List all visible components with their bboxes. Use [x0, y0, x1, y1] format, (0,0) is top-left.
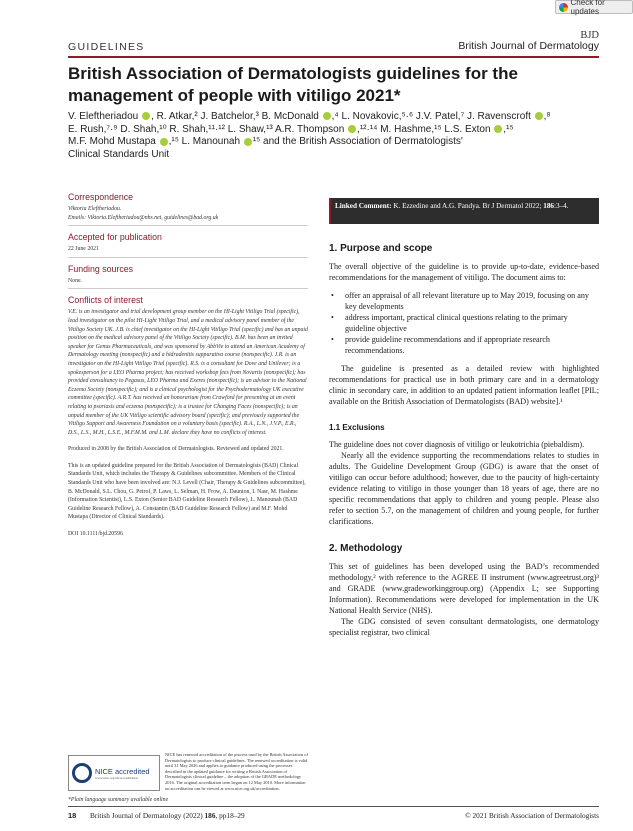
- section-1-1-heading: 1.1 Exclusions: [329, 423, 385, 432]
- author-list: [68, 111, 598, 161]
- section-1-heading: 1. Purpose and scope: [329, 243, 433, 254]
- section-1-1-paragraph: Nearly all the evidence supporting the recommendations relates to studies in adults. The Guideline Development Group (GDG) is aware that the onset of vitiligo can occur before adulthood; however, due to the paucity of high-certainty evidence relating to vitiligo in those younger than 18 years of age, there are no specific recommendations that apply to children and young people. Please also refer to section 5.7, on the management of children and young people, for further clarifications.: [329, 451, 599, 526]
- section-1-1-paragraph: The guideline does not cover diagnosis of vitiligo or leukotrichia (piebaldism).: [329, 440, 585, 449]
- list-item: • address important, practical clinical questions relating to the primary guideline objective: [329, 312, 599, 334]
- correspondence-name: Viktoria Eleftheriadou.: [68, 206, 122, 212]
- produced-text: Produced in 2008 by the British Association of Dermatologists. Reviewed and updated 2021.: [68, 446, 284, 453]
- author-text: E. Rush,⁷·⁹ D. Shah,¹⁰ R. Shah,¹¹·¹² L. Shaw,¹³ A.R. Thompson: [68, 123, 348, 135]
- footer-copyright: © 2021 British Association of Dermatologists: [465, 811, 599, 820]
- footer-citation: [90, 811, 245, 820]
- author-text: V. Eleftheriadou: [68, 111, 142, 122]
- divider: [68, 225, 308, 226]
- correspondence-heading: Correspondence: [68, 192, 134, 202]
- nice-url: www.nice.org.uk/accreditation: [95, 775, 138, 780]
- footer-journal-name: British Journal of Dermatology (2022): [90, 811, 205, 820]
- nice-logo-icon: [72, 763, 92, 783]
- main-text-column: [329, 243, 599, 638]
- funding-heading: Funding sources: [68, 263, 134, 274]
- author-text: Clinical Standards Unit: [68, 148, 170, 160]
- csu-text: This is an updated guideline prepared for the British Association of Dermatologists (BAD) Clinical Standards Unit, which includes the Therapy & Guidelines subcommittee. Members of the Clinical Standards Unit who have been involved are: N.J. Levell (Chair, Therapy & Guidelines subcommittee), B. McDonald, S.L. Chou, G. Petrof, P. Laws, L. Selman, H. Frow, A. Daunton, I. Nasr, M. Hashme (Information Scientist), L.S. Exton (Senior BAD Guideline Research Fellow), L. Manounah (BAD Guideline Research Fellow), A. Constantin (BAD Guideline Research Fellow) and M.F. Mohd Mustapa (Director of Clinical Standards).: [68, 462, 306, 521]
- footer-volume: 186: [204, 811, 216, 820]
- orcid-icon[interactable]: [348, 125, 356, 133]
- linked-comment-text: K. Ezzedine and A.G. Pandya. Br J Dermatol 2022;: [391, 202, 544, 210]
- author-text: ,¹⁵ L. Manounah: [168, 136, 243, 148]
- doi-text[interactable]: DOI 10.1111/bjd.20596: [68, 531, 123, 538]
- accepted-heading: Accepted for publication: [68, 232, 162, 243]
- author-text: ¹⁵ and the British Association of Dermatologists': [252, 136, 463, 148]
- funding-text: None.: [68, 277, 83, 284]
- orcid-icon[interactable]: [244, 138, 252, 146]
- journal-name: British Journal of Dermatology: [458, 40, 599, 52]
- author-text: ,¹⁵: [503, 123, 514, 135]
- accepted-date: 22 June 2021: [68, 246, 99, 253]
- divider: [68, 257, 308, 258]
- author-text: ,⁴ L. Novakovic,⁵·⁶ J.V. Patel,⁷ J. Ravenscroft: [331, 111, 534, 122]
- linked-comment-pages: :3–4.: [554, 202, 569, 210]
- linked-comment-label: Linked Comment:: [335, 202, 392, 210]
- section-2-heading: 2. Methodology: [329, 543, 403, 554]
- footer-pages: , pp18–29: [215, 811, 245, 820]
- journal-abbrev: BJD: [580, 30, 599, 41]
- author-text: ,¹²·¹⁴ M. Hashme,¹⁵ L.S. Exton: [357, 123, 494, 135]
- correspondence-email[interactable]: Emails: Viktoria.Eleftheriadou@nhs.net, guidelines@bad.org.uk: [68, 214, 219, 221]
- plain-language-note: *Plain language summary available online: [68, 797, 169, 803]
- conflicts-text: V.E. is an investigator and trial development group member on the HI-Light Vitiligo Trial (specific), lead investigator on the pilot HI-Light Vitiligo Trial, and a medical advisory panel member of the Vitiligo Society UK. J.B. is chief investigator on the HI-Light Vitiligo Trial (specific) and has an unpaid position on the medical advisory panel of the Vitiligo Society (specific). B.M. has been an invited speaker for Genus Pharmaceuticals, and was sponsored by AbbVie to attend an American Academy of Dermatology meeting (nonspecific) and a hidradenitis suppurativa course (nonspecific). J.R. is an investigator on the HI-Light Vitiligo Trial (specific). R.S. is a consultant for Dove and Unilever; is a spokesperson for a LEO Pharma project; has received workshop fees from Novartis (nonspecific); has provided consultancy to Pegasus, LEO Pharma and Exeres (nonspecific); is an advisor to the National Eczema Society (nonspecific); and is a clinical psychologist for the Psychodermatology UK executive committee (specific). A.R.T. has received an honorarium from Crawford for presenting at an event relating to psoriasis and eczema (nonspecific); is a trustee for Changing Faces (nonspecific); is an unpaid member of the UK Vitiligo scientific advisory board (specific); and previously supported the Vitiligo Support and Awareness Foundation on a voluntary basis (specific). R.A., L.N., J.V.P., E.R., D.S., L.S., M.H., L.S.E., M.F.M.M. and L.M. declare they have no conflicts of interest.: [68, 309, 308, 436]
- nice-accreditation-text: NICE has renewed accreditation of the process used by the British Association of Dermatologists to produce clinical guidelines. The renewed accreditation is valid until 31 May 2026 and applies to guidance produced using the processes described in the updated guidance for writing a British Association of Dermatologists clinical guideline – the adoption of the GRADE methodology 2016. The original accreditation term began on 12 May 2010. More information on accreditation can be viewed at www.nice.org.uk/accreditation.: [165, 752, 308, 791]
- divider: [68, 288, 308, 289]
- section-label: GUIDELINES: [68, 41, 145, 53]
- author-text: , R. Atkar,² J. Batchelor,³ B. McDonald: [151, 111, 322, 122]
- aims-list: [329, 290, 599, 356]
- linked-comment-box[interactable]: [329, 198, 599, 224]
- check-updates-label: Check for updates: [570, 0, 605, 16]
- list-item: • offer an appraisal of all relevant literature up to May 2019, focusing on any key developments: [329, 290, 599, 312]
- section-2-paragraph: This set of guidelines has been developed using the BAD’s recommended methodology,² with reference to the AGREE II instrument (www.agreetrust.org)³ and GRADE (www.gradeworkinggroup.org) (Appendix L; see Supporting Information). Recommendations were developed for implementation in the UK National Health Service (NHS).: [329, 562, 599, 615]
- check-for-updates-button[interactable]: [555, 0, 633, 14]
- section-1-paragraph: The guideline is presented as a detailed review with highlighted recommendations for practical use in both primary care and in a dermatology clinic in secondary care, in addition to an updated patient information leaflet [PIL; available on the British Association of Dermatologists (BAD) website].¹: [329, 364, 599, 406]
- orcid-icon[interactable]: [142, 112, 150, 120]
- author-text: ,⁸: [543, 111, 551, 122]
- orcid-icon[interactable]: [323, 112, 331, 120]
- list-item: • provide guideline recommendations and if appropriate research recommendations.: [329, 334, 599, 356]
- footer-divider: [68, 806, 599, 807]
- orcid-icon[interactable]: [535, 112, 543, 120]
- section-2-paragraph: The GDG consisted of seven consultant dermatologists, one dermatology specialist registrar, two clinical: [329, 617, 599, 637]
- author-text: M.F. Mohd Mustapa: [68, 136, 159, 148]
- page-number: 18: [68, 811, 77, 820]
- nice-label: NICE accredited: [95, 766, 150, 776]
- orcid-icon[interactable]: [160, 138, 168, 146]
- article-info-column: [68, 192, 308, 539]
- section-1-intro: The overall objective of the guideline is to provide up-to-date, evidence-based recommendations for the management of vitiligo. The document aims to:: [329, 262, 599, 282]
- header-divider: [68, 56, 599, 58]
- article-title: British Association of Dermatologists guidelines for the management of people with vitiligo 2021*: [68, 64, 518, 105]
- crossmark-icon: [559, 3, 568, 12]
- nice-accredited-logo: [68, 755, 160, 791]
- linked-comment-volume: 186: [543, 202, 554, 210]
- orcid-icon[interactable]: [494, 125, 502, 133]
- conflicts-heading: Conflicts of interest: [68, 295, 143, 306]
